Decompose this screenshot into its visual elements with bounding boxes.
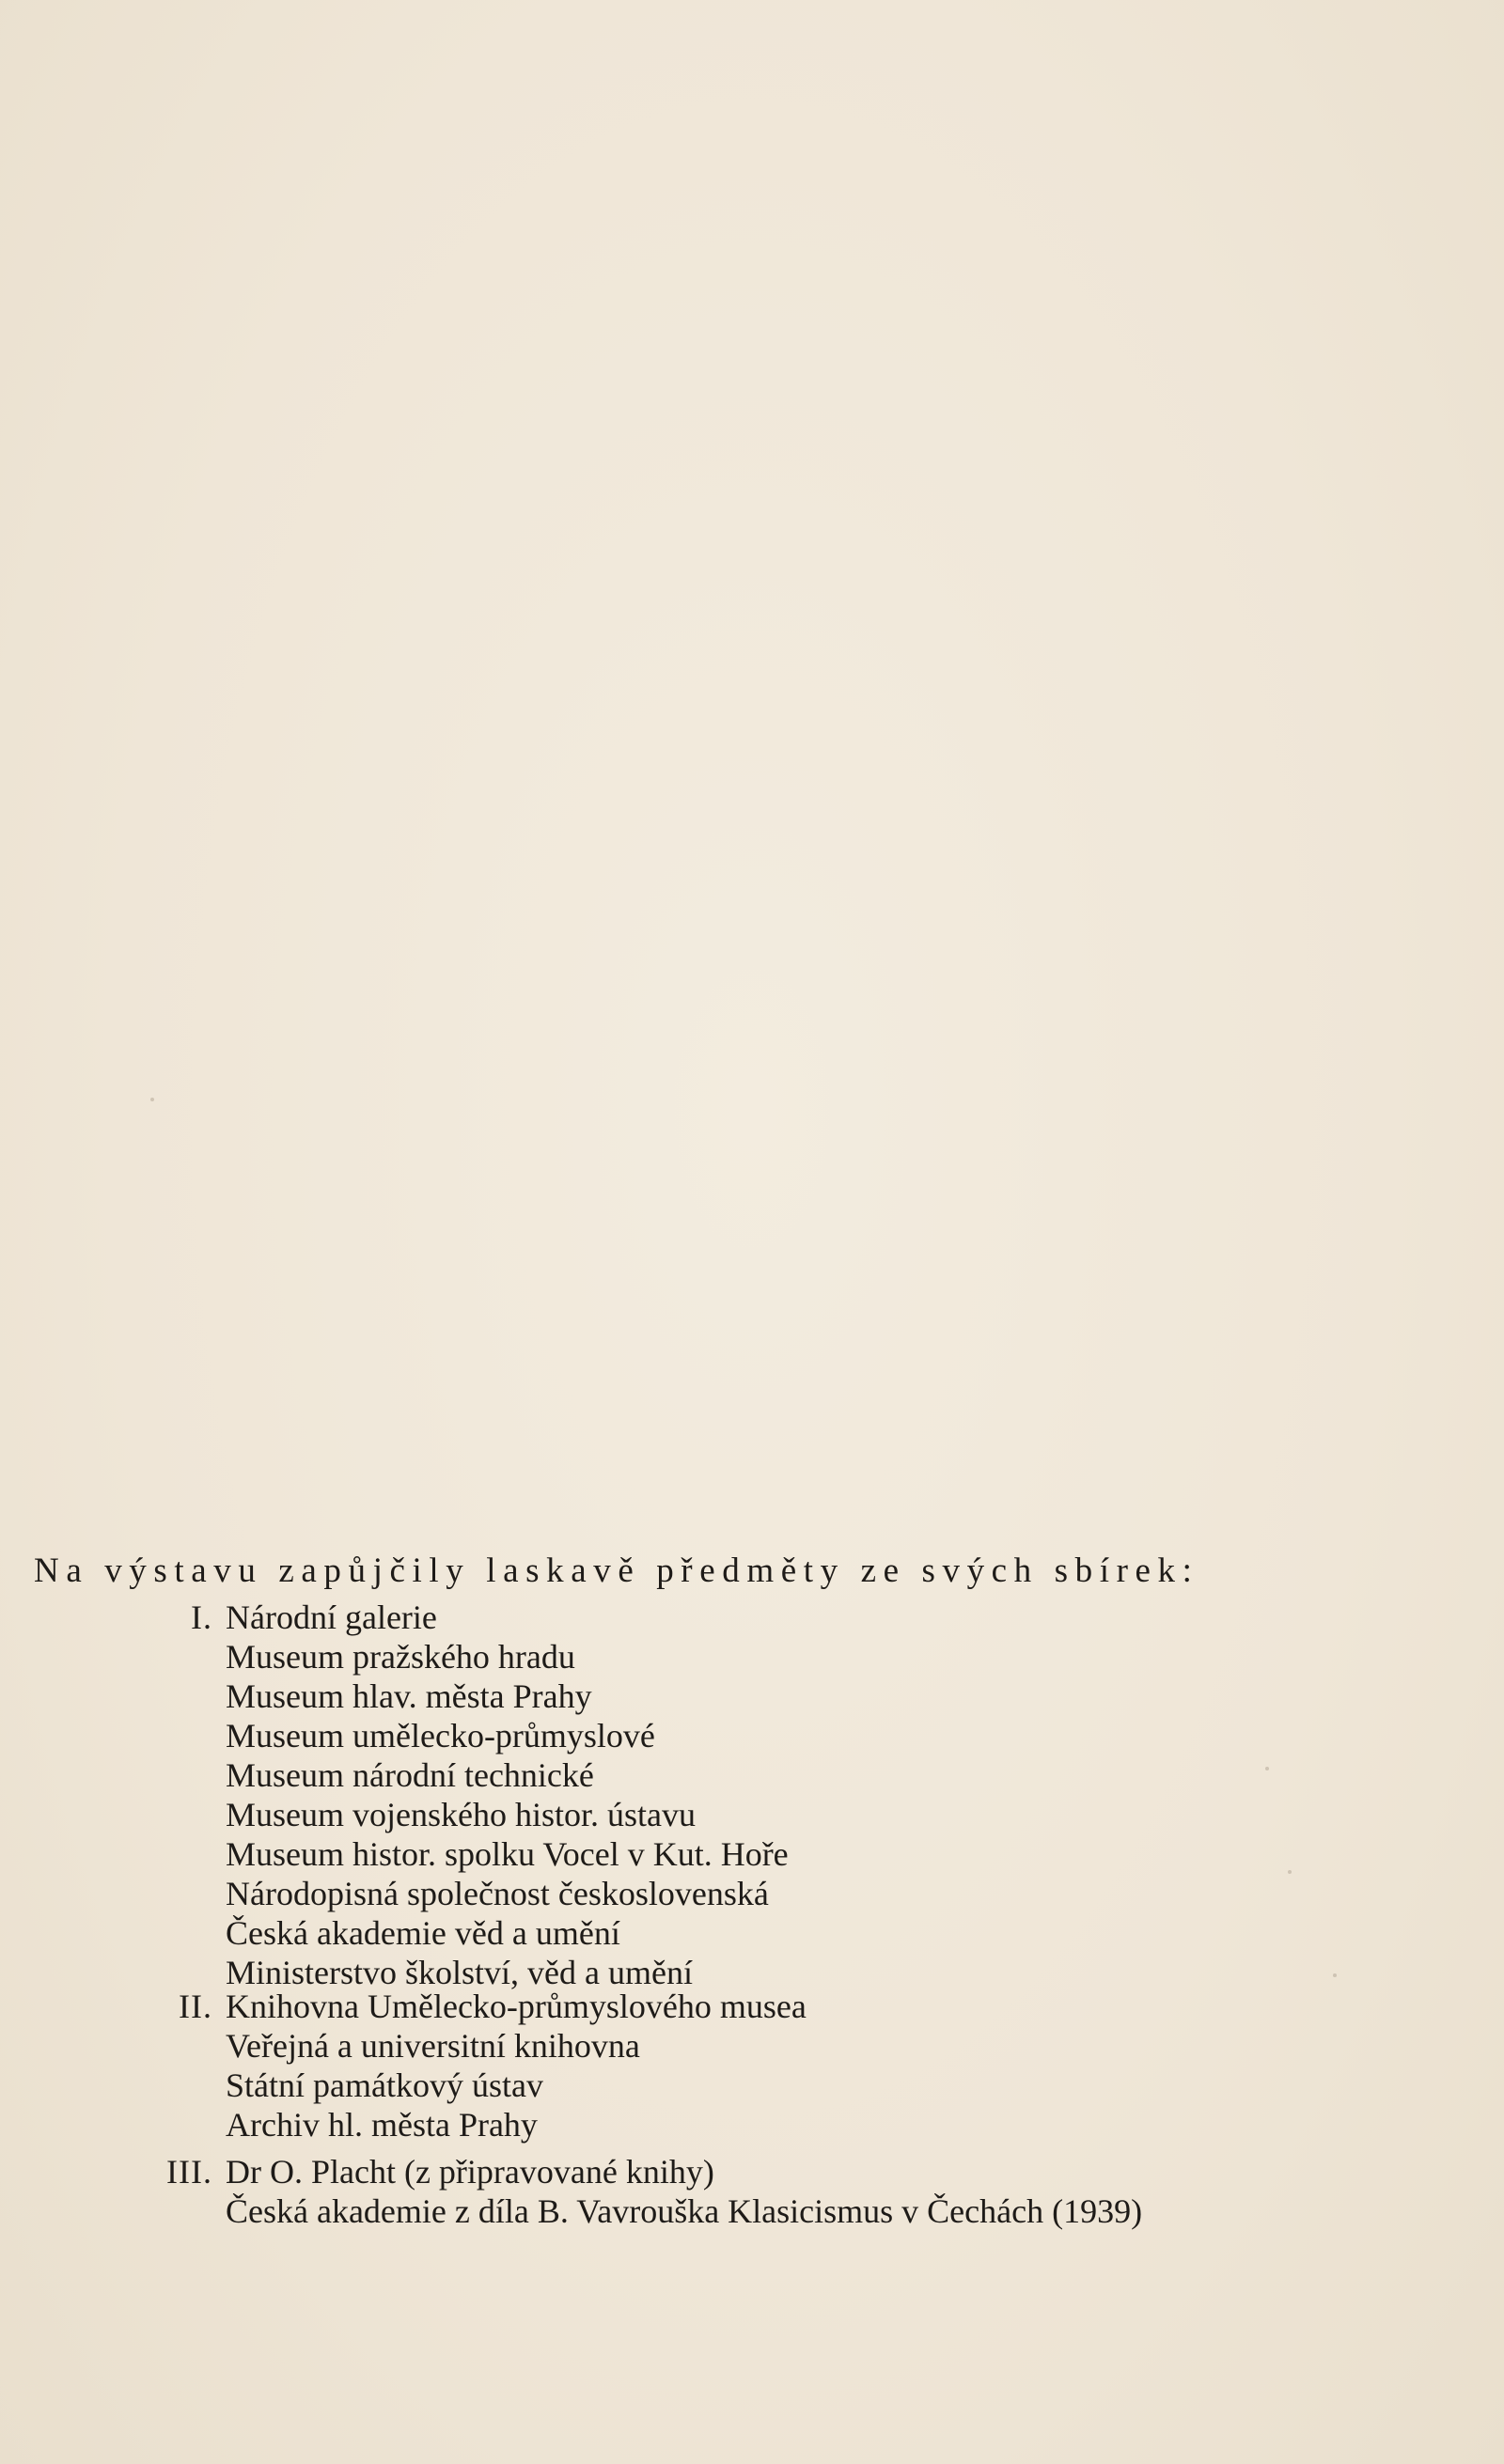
lender-group-3 bbox=[0, 2152, 1410, 2231]
lenders-heading: Na výstavu zapůjčily laskavě předměty ze svých sbírek: bbox=[34, 1552, 1199, 1590]
lender-name: Státní památkový ústav bbox=[226, 2066, 543, 2104]
group-numeral: I. bbox=[191, 1598, 212, 1636]
lender-name: Museum vojenského histor. ústavu bbox=[226, 1796, 696, 1833]
lender-name: Museum histor. spolku Vocel v Kut. Hoře bbox=[226, 1835, 789, 1873]
list-item bbox=[0, 1637, 1410, 1676]
list-item bbox=[0, 2191, 1410, 2231]
lender-name: Museum pražského hradu bbox=[226, 1638, 575, 1676]
lender-name: Dr O. Placht (z připravované knihy) bbox=[226, 2153, 714, 2191]
list-item bbox=[0, 2066, 1410, 2105]
list-item bbox=[0, 2105, 1410, 2144]
list-item bbox=[0, 1913, 1410, 1953]
lender-name: Česká akademie věd a umění bbox=[226, 1914, 620, 1952]
list-item bbox=[0, 1598, 1410, 1637]
lender-name: Národopisná společnost československá bbox=[226, 1875, 769, 1912]
list-item bbox=[0, 2026, 1410, 2066]
list-item bbox=[0, 1795, 1410, 1834]
paper-speck bbox=[150, 1098, 154, 1101]
lender-name: Národní galerie bbox=[226, 1598, 437, 1636]
list-item bbox=[0, 1874, 1410, 1913]
lender-name: Ministerstvo školství, věd a umění bbox=[226, 1954, 693, 1991]
lender-name: Česká akademie z díla B. Vavrouška Klasicismus v Čechách (1939) bbox=[226, 2192, 1143, 2230]
list-item bbox=[0, 1716, 1410, 1755]
list-item bbox=[0, 1987, 1410, 2026]
list-item bbox=[0, 1755, 1410, 1795]
lender-name: Museum hlav. města Prahy bbox=[226, 1677, 592, 1715]
lender-name: Museum umělecko-průmyslové bbox=[226, 1717, 655, 1754]
list-item bbox=[0, 1676, 1410, 1716]
lender-name: Museum národní technické bbox=[226, 1756, 594, 1794]
lender-name: Archiv hl. města Prahy bbox=[226, 2106, 538, 2144]
lender-group-2 bbox=[0, 1987, 1410, 2144]
lender-name: Knihovna Umělecko-průmyslového musea bbox=[226, 1988, 807, 2025]
list-item bbox=[0, 2152, 1410, 2191]
group-numeral: II. bbox=[179, 1988, 212, 2025]
list-item bbox=[0, 1834, 1410, 1874]
lender-group-1 bbox=[0, 1598, 1410, 1992]
group-numeral: III. bbox=[166, 2153, 212, 2191]
lender-name: Veřejná a universitní knihovna bbox=[226, 2027, 640, 2065]
